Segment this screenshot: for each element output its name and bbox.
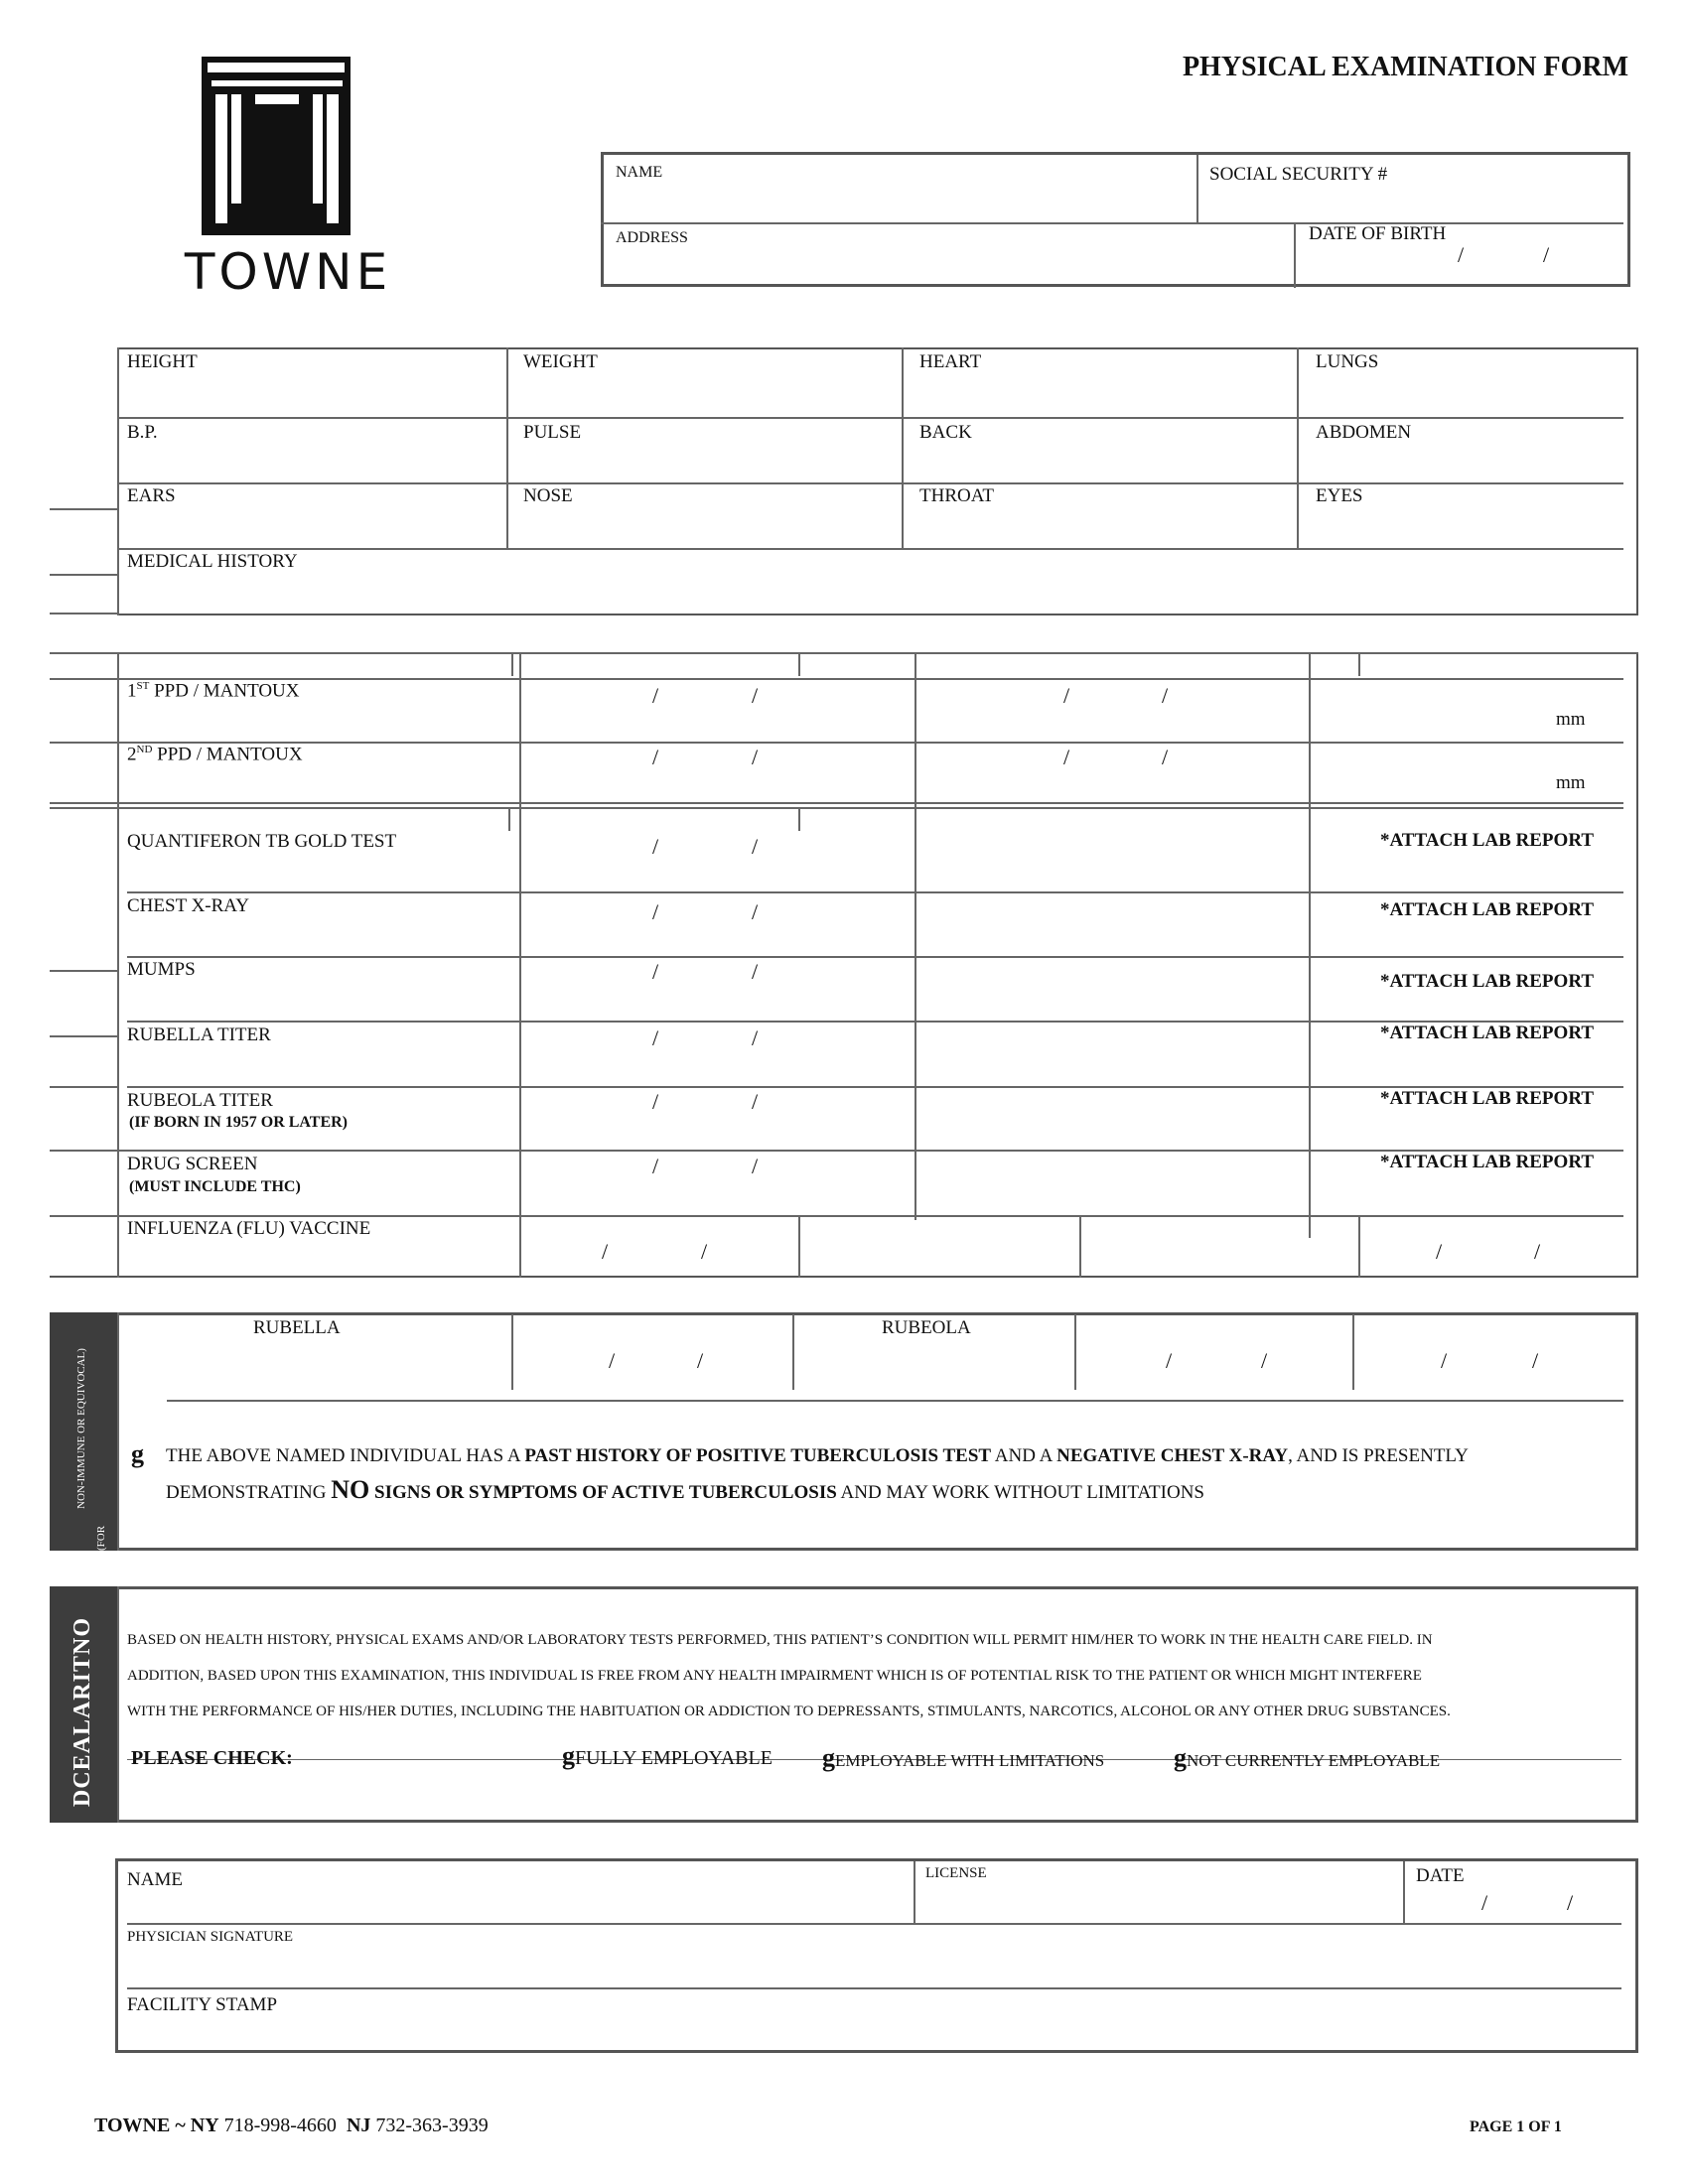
test-label-rubeola-titer: RUBEOLA TITER <box>127 1090 273 1111</box>
physician-date-label: DATE <box>1416 1865 1465 1886</box>
eyes-label: EYES <box>1316 485 1363 506</box>
date-slash: / <box>1063 745 1070 769</box>
date-slash: / <box>752 1154 759 1178</box>
rubeola-titer-result-input[interactable] <box>925 1092 1303 1142</box>
nose-label: NOSE <box>523 485 573 506</box>
test-label-quantiferon: QUANTIFERON TB GOLD TEST <box>127 831 397 852</box>
weight-label: WEIGHT <box>523 351 598 372</box>
date-slash: / <box>752 683 759 708</box>
heart-label: HEART <box>919 351 982 372</box>
test-label-chest-xray: CHEST X-RAY <box>127 895 249 916</box>
date-slash: / <box>652 1025 659 1050</box>
throat-input[interactable] <box>919 512 1291 544</box>
logo-mark-icon <box>164 55 412 243</box>
date-slash: / <box>752 1025 759 1050</box>
date-slash: / <box>1162 745 1169 769</box>
quantiferon-result-input[interactable] <box>925 832 1303 882</box>
non-immune-sidebar-text-2: (FOR <box>95 1525 107 1551</box>
date-slash: / <box>697 1348 704 1373</box>
pulse-label: PULSE <box>523 422 582 443</box>
flu-lot-input[interactable] <box>808 1225 1074 1271</box>
rubella-immunization-label: RUBELLA <box>253 1317 341 1338</box>
date-slash: / <box>1534 1239 1541 1264</box>
dob-slash: / <box>1543 242 1550 267</box>
drug-screen-result-input[interactable] <box>925 1156 1303 1205</box>
fully-employable-checkbox[interactable]: g <box>562 1741 575 1770</box>
date-slash: / <box>752 899 759 924</box>
ppd1-label: 1ST PPD / MANTOUX <box>127 680 300 702</box>
test-label-mumps: MUMPS <box>127 959 196 980</box>
date-slash: / <box>652 899 659 924</box>
address-input[interactable] <box>616 252 1285 282</box>
facility-stamp-label: FACILITY STAMP <box>127 1994 278 2015</box>
employable-with-limitations-checkbox[interactable]: g <box>822 1743 835 1772</box>
logo-wordmark: TOWNE <box>184 243 392 301</box>
license-label: LICENSE <box>925 1865 987 1881</box>
immunization-box <box>117 1312 1638 1551</box>
flu-label: INFLUENZA (FLU) VACCINE <box>127 1218 371 1239</box>
ppd2-result-input[interactable] <box>1321 749 1543 794</box>
rubeola-immunization-label: RUBEOLA <box>882 1317 971 1338</box>
test-label-rubella-titer: RUBELLA TITER <box>127 1024 271 1045</box>
bp-input[interactable] <box>127 449 498 478</box>
dob-slash: / <box>1458 242 1465 267</box>
date-slash: / <box>752 834 759 859</box>
page-number: PAGE 1 OF 1 <box>1470 2118 1562 2135</box>
date-slash: / <box>752 1089 759 1114</box>
attach-lab-report: *ATTACH LAB REPORT <box>1380 830 1595 851</box>
facility-stamp-input[interactable] <box>127 2017 1620 2049</box>
date-slash: / <box>1567 1890 1574 1915</box>
address-label: ADDRESS <box>616 229 688 246</box>
back-label: BACK <box>919 422 972 443</box>
employable-with-limitations-option[interactable] <box>822 1743 1104 1773</box>
mumps-result-input[interactable] <box>925 961 1303 1011</box>
date-slash: / <box>1441 1348 1448 1373</box>
medical-history-label: MEDICAL HISTORY <box>127 551 298 572</box>
ssn-input[interactable] <box>1209 189 1620 218</box>
ppd1-result-input[interactable] <box>1321 685 1543 731</box>
chest-xray-result-input[interactable] <box>925 897 1303 947</box>
rubella-titer-result-input[interactable] <box>925 1026 1303 1076</box>
date-slash: / <box>1063 683 1070 708</box>
pulse-input[interactable] <box>523 449 895 478</box>
bp-label: B.P. <box>127 422 158 443</box>
footer-contact: TOWNE ~ NY 718-998-4660 NJ 732-363-3939 <box>94 2115 489 2136</box>
back-input[interactable] <box>919 449 1291 478</box>
declaration-line1: BASED ON HEALTH HISTORY, PHYSICAL EXAMS AND/OR LABORATORY TESTS PERFORMED, THIS PATIENT’S CONDITION WILL PERMIT HIM/HER TO WORK IN THE HEALTH CARE FIELD. IN <box>127 1632 1433 1648</box>
date-slash: / <box>652 834 659 859</box>
declaration-line3: WITH THE PERFORMANCE OF HIS/HER DUTIES, INCLUDING THE HABITUATION OR ADDICTION TO DEPRESSANTS, STIMULANTS, NARCOTICS, ALCOHOL OR ANY OTHER DRUG SUBSTANCES. <box>127 1704 1451 1719</box>
ppd2-label: 2ND PPD / MANTOUX <box>127 744 303 765</box>
date-slash: / <box>1166 1348 1173 1373</box>
not-currently-employable-label: NOT CURRENTLY EMPLOYABLE <box>1187 1751 1441 1770</box>
patient-name-label: NAME <box>616 164 663 181</box>
heart-input[interactable] <box>919 381 1291 413</box>
date-slash: / <box>652 745 659 769</box>
date-slash: / <box>1162 683 1169 708</box>
employable-with-limitations-label: EMPLOYABLE WITH LIMITATIONS <box>835 1751 1105 1770</box>
lungs-label: LUNGS <box>1316 351 1379 372</box>
attach-lab-report: *ATTACH LAB REPORT <box>1380 1088 1595 1109</box>
attach-lab-report: *ATTACH LAB REPORT <box>1380 1152 1595 1172</box>
physician-signature-label: PHYSICIAN SIGNATURE <box>127 1929 294 1945</box>
not-currently-employable-checkbox[interactable]: g <box>1174 1743 1187 1772</box>
form-title: PHYSICAL EXAMINATION FORM <box>1182 52 1628 82</box>
tb-statement-line2: DEMONSTRATING NO SIGNS OR SYMPTOMS OF ACTIVE TUBERCULOSIS AND MAY WORK WITHOUT LIMITATIONS <box>166 1475 1204 1504</box>
attach-lab-report: *ATTACH LAB REPORT <box>1380 971 1595 992</box>
date-slash: / <box>1532 1348 1539 1373</box>
tb-history-checkbox[interactable]: g <box>131 1439 144 1468</box>
flu-site-input[interactable] <box>1089 1225 1353 1271</box>
date-slash: / <box>1436 1239 1443 1264</box>
please-check-label: PLEASE CHECK: <box>131 1747 293 1769</box>
abdomen-input[interactable] <box>1316 449 1627 478</box>
height-label: HEIGHT <box>127 351 198 372</box>
tb-statement-line1: THE ABOVE NAMED INDIVIDUAL HAS A PAST HISTORY OF POSITIVE TUBERCULOSIS TEST AND A NEGATIVE CHEST X-RAY, AND IS PRESENTLY <box>166 1445 1469 1466</box>
ears-label: EARS <box>127 485 176 506</box>
ears-input[interactable] <box>127 512 498 544</box>
fully-employable-label: FULLY EMPLOYABLE <box>575 1747 773 1769</box>
date-slash: / <box>752 745 759 769</box>
abdomen-label: ABDOMEN <box>1316 422 1412 443</box>
license-input[interactable] <box>925 1888 1396 1920</box>
date-slash: / <box>752 959 759 984</box>
test-note-drug-screen: (MUST INCLUDE THC) <box>129 1178 301 1195</box>
towne-logo <box>164 55 412 303</box>
medical-history-input[interactable] <box>127 578 1620 610</box>
physician-name-input[interactable] <box>228 1870 908 1912</box>
throat-label: THROAT <box>919 485 994 506</box>
attach-lab-report: *ATTACH LAB REPORT <box>1380 899 1595 920</box>
date-slash: / <box>1481 1890 1488 1915</box>
not-currently-employable-option[interactable] <box>1174 1743 1440 1773</box>
height-input[interactable] <box>127 381 498 413</box>
declaration-line2: ADDITION, BASED UPON THIS EXAMINATION, THIS INDIVIDUAL IS FREE FROM ANY HEALTH IMPAIRMENT WHICH IS OF POTENTIAL RISK TO THE PATIENT OR WHICH MIGHT INTERFERE <box>127 1668 1422 1684</box>
declaration-sidebar-text: DCEALARITNO <box>70 1616 95 1807</box>
date-slash: / <box>1261 1348 1268 1373</box>
ssn-label: SOCIAL SECURITY # <box>1209 164 1388 185</box>
date-slash: / <box>609 1348 616 1373</box>
date-slash: / <box>701 1239 708 1264</box>
test-label-drug-screen: DRUG SCREEN <box>127 1154 258 1174</box>
dob-label: DATE OF BIRTH <box>1309 223 1447 244</box>
date-slash: / <box>652 683 659 708</box>
physician-name-label: NAME <box>127 1869 183 1890</box>
non-immune-sidebar-text: NON-IMMUNE OR EQUIVOCAL) <box>75 1348 87 1509</box>
lungs-input[interactable] <box>1316 381 1627 413</box>
date-slash: / <box>652 1154 659 1178</box>
mm-unit: mm <box>1556 709 1586 730</box>
fully-employable-option[interactable] <box>562 1741 773 1771</box>
patient-name-input[interactable] <box>616 187 1191 216</box>
physician-signature-input[interactable] <box>127 1950 1620 1985</box>
eyes-input[interactable] <box>1316 512 1627 544</box>
weight-input[interactable] <box>523 381 895 413</box>
attach-lab-report: *ATTACH LAB REPORT <box>1380 1023 1595 1043</box>
nose-input[interactable] <box>523 512 895 544</box>
mm-unit: mm <box>1556 772 1586 793</box>
date-slash: / <box>602 1239 609 1264</box>
date-slash: / <box>652 1089 659 1114</box>
date-slash: / <box>652 959 659 984</box>
test-note-rubeola: (IF BORN IN 1957 OR LATER) <box>129 1114 349 1131</box>
